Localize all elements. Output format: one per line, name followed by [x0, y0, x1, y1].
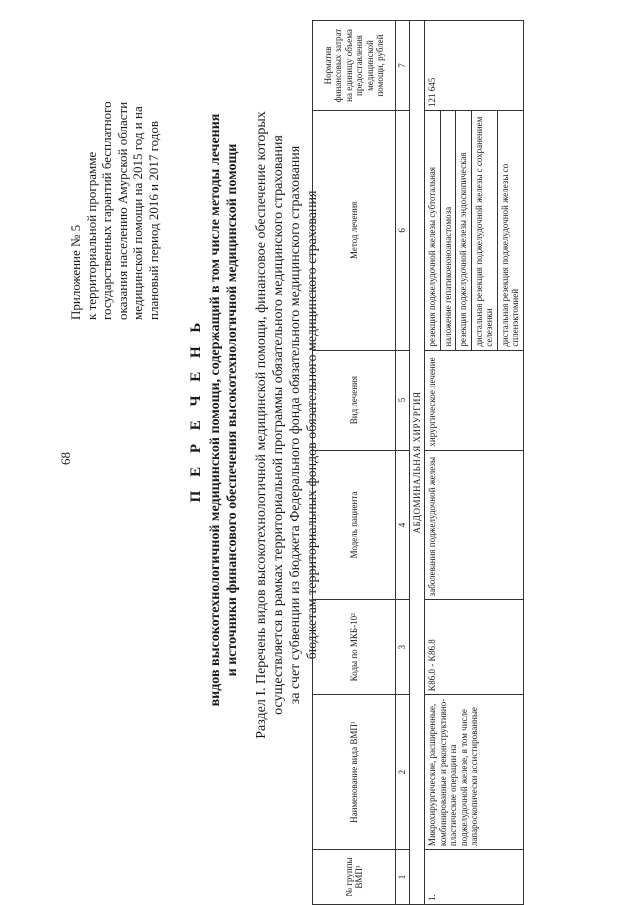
- document-title: [188, 65, 241, 755]
- column-number: 2: [396, 695, 410, 850]
- method-cell: резекция поджелудочной железы субтотальная: [425, 111, 441, 351]
- vmp-name-cell: Микрохирургические, расширенные, комбинированные и реконструктивно-пластические операции на поджелудочной железе, в том числе лапароскопически ассистированные: [425, 695, 524, 850]
- subheading-row: [409, 21, 425, 905]
- appendix-line: медицинской помощи на 2015 год и на: [130, 106, 145, 320]
- method-cell: наложение гепатикоеюноанастомоза: [440, 111, 456, 351]
- table-row: [425, 21, 441, 905]
- column-number: 4: [396, 450, 410, 600]
- patient-model-cell: заболевания поджелудочной железы: [425, 450, 524, 600]
- column-number: 5: [396, 350, 410, 450]
- appendix-line: оказания населению Амурской области: [114, 101, 130, 320]
- header-cell: Модель пациента: [313, 450, 396, 600]
- header-cell: Метод лечения: [313, 111, 396, 351]
- group-number-cell: 1.: [425, 850, 524, 905]
- appendix-line: к территориальной программе: [83, 151, 99, 320]
- appendix-line: государственных гарантий бесплатного: [99, 101, 114, 320]
- header-cell: Наименование вида ВМП¹: [313, 695, 396, 850]
- appendix-block: [68, 20, 161, 320]
- header-cell: Коды по МКБ-10²: [313, 600, 396, 695]
- section-heading: [253, 80, 321, 770]
- section-line: бюджетам территориальных фондов обязательного медицинского страхования: [305, 190, 320, 660]
- section-line: осуществляется в рамках территориальной программы обязательного медицинского страхования: [271, 135, 286, 715]
- title-line: видов высокотехнологичной медицинской помощи, содержащий в том числе методы лечения: [208, 113, 223, 707]
- subheading-cell: АБДОМИНАЛЬНАЯ ХИРУРГИЯ: [409, 21, 425, 905]
- column-number: 6: [396, 111, 410, 351]
- page-number: 68: [58, 452, 73, 465]
- section-line: Раздел I. Перечень видов высокотехнологичной медицинской помощи, финансовое обеспечение которых: [254, 111, 269, 739]
- column-number-row: [396, 21, 410, 905]
- treatment-type-cell: хирургическое лечение: [425, 350, 524, 450]
- method-cell: дистальная резекция поджелудочной железы с сохранением селезенки: [471, 111, 497, 351]
- title-line: и источники финансового обеспечения высокотехнологичной медицинской помощи: [225, 143, 240, 677]
- column-number: 1: [396, 850, 410, 905]
- appendix-title: Приложение № 5: [68, 224, 83, 320]
- header-cell: Вид лечения: [313, 350, 396, 450]
- method-cell: дистальная резекция поджелудочной железы со спленэктомией: [497, 111, 523, 351]
- header-cell: № группы ВМП¹: [313, 850, 396, 905]
- appendix-line: плановый период 2016 и 2017 годов: [145, 120, 161, 320]
- column-number: 7: [396, 21, 410, 111]
- header-cell: Норматив финансовых затрат на единицу объема предоставления медицинской помощи, рублей: [313, 21, 396, 111]
- vmp-table: [312, 20, 524, 905]
- section-line: за счет субвенции из бюджета Федерального фонда обязательного медицинского страхования: [288, 145, 303, 705]
- cost-cell: 121 645: [425, 21, 524, 111]
- method-cell: резекция поджелудочной железы эндоскопическая: [456, 111, 472, 351]
- column-number: 3: [396, 600, 410, 695]
- mkb-code-cell: K86.0 - K86.8: [425, 600, 524, 695]
- table-header-row: [313, 21, 396, 905]
- title-spaced: П Е Р Е Ч Е Н Ь: [188, 317, 204, 503]
